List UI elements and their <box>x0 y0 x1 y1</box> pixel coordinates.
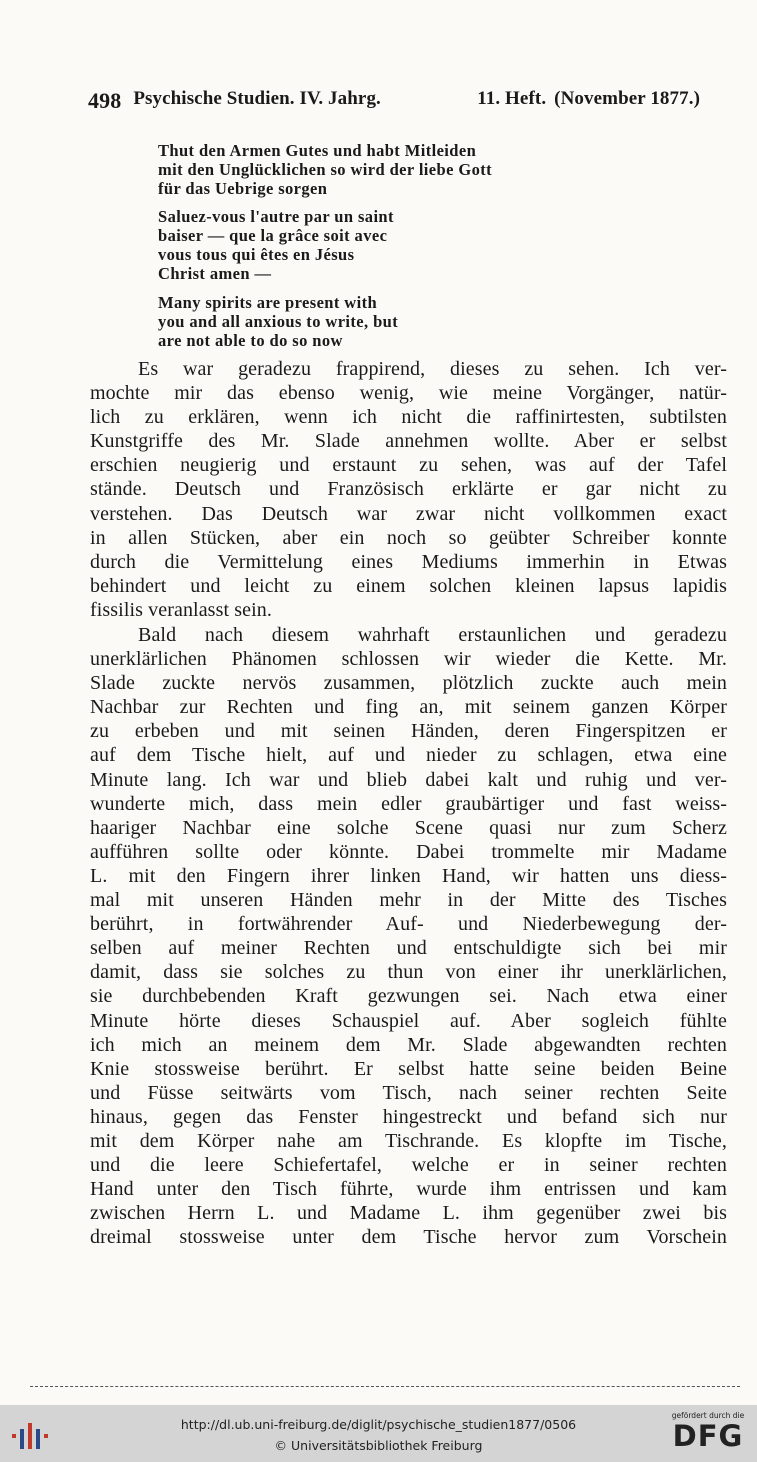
text-line: behindert und leicht zu einem solchen kleinen lapsus lapidis <box>90 574 727 597</box>
journal-date: (November 1877.) <box>554 88 700 109</box>
dfg-logo-text: DFG <box>672 1419 744 1453</box>
quote-block-english <box>158 293 598 350</box>
text-line: erschien neugierig und erstaunt zu sehen, was auf der Tafel <box>90 454 727 477</box>
dfg-logo <box>667 1411 749 1457</box>
text-line: mit dem Körper nahe am Tischrande. Es klopfte im Tische, <box>90 1129 727 1152</box>
text-line: fissilis veranlasst sein. <box>90 598 272 621</box>
text-line: Es war geradezu frappirend, dieses zu sehen. Ich ver- <box>138 358 727 380</box>
quote-line: für das Uebrige sorgen <box>158 179 328 198</box>
text-line: Hand unter den Tisch führte, wurde ihm entrissen und kam <box>90 1178 727 1201</box>
text-line: stände. Deutsch und Französisch erklärte er gar nicht zu <box>90 478 727 501</box>
text-line: haariger Nachbar eine solche Scene quasi nur zum Scherz <box>90 816 727 839</box>
text-line: aufführen sollte oder könnte. Dabei trommelte mir Madame <box>90 840 727 863</box>
text-line: Slade zuckte nervös zusammen, plötzlich zuckte auch mein <box>90 672 727 695</box>
quote-line: mit den Unglücklichen so wird der liebe Gott <box>158 160 493 179</box>
quote-line: Thut den Armen Gutes und habt Mitleiden <box>158 141 477 160</box>
text-line: lich zu erklären, wenn ich nicht die raffinirtesten, subtilsten <box>90 406 727 429</box>
quote-line: you and all anxious to write, but <box>158 312 399 331</box>
page-bottom-rule <box>30 1386 740 1387</box>
running-header <box>88 88 700 114</box>
dfg-funded-label: gefördert durch die <box>671 1411 745 1420</box>
paragraph-2 <box>90 623 727 1249</box>
quote-block-french <box>158 207 598 283</box>
journal-name: Psychische Studien. <box>133 88 295 109</box>
text-line: und die leere Schiefertafel, welche er in seiner rechten <box>90 1154 727 1177</box>
quote-line: Christ amen — <box>158 264 272 283</box>
text-line: ich mich an meinem dem Mr. Slade abgewandten rechten <box>90 1033 727 1056</box>
page-number: 498 <box>88 88 122 113</box>
text-line: Kunstgriffe des Mr. Slade annehmen wollte. Aber er selbst <box>90 430 727 453</box>
text-line: in allen Stücken, aber ein noch so geübter Schreiber konnte <box>90 526 727 549</box>
quote-line: Many spirits are present with <box>158 293 378 312</box>
quote-line: Saluez-vous l'autre par un saint <box>158 207 394 226</box>
quote-line: are not able to do so now <box>158 331 343 350</box>
text-line: sie durchbebenden Kraft gezwungen sei. Nach etwa einer <box>90 985 727 1008</box>
text-line: berührt, in fortwährender Auf- und Niederbewegung der- <box>90 913 727 936</box>
text-line: verstehen. Das Deutsch war zwar nicht vollkommen exact <box>90 502 727 525</box>
source-url-link[interactable]: http://dl.ub.uni-freiburg.de/diglit/psychische_studien1877/0506 <box>180 1417 577 1432</box>
text-line: zwischen Herrn L. und Madame L. ihm gegenüber zwei bis <box>90 1202 727 1225</box>
text-line: dreimal stossweise unter dem Tische hervor zum Vorschein <box>90 1226 727 1249</box>
text-line: Knie stossweise berührt. Er selbst hatte seine beiden Beine <box>90 1057 727 1080</box>
journal-title <box>133 88 477 114</box>
text-line: Minute hörte dieses Schauspiel auf. Aber sogleich fühlte <box>90 1009 727 1032</box>
text-line: und Füsse seitwärts vom Tisch, nach seiner rechten Seite <box>90 1081 727 1104</box>
journal-volume: IV. Jahrg. <box>299 88 381 109</box>
text-line: L. mit den Fingern ihrer linken Hand, wir hatten uns diess- <box>90 864 727 887</box>
paragraph-1 <box>90 357 727 622</box>
quote-line: vous tous qui êtes en Jésus <box>158 245 355 264</box>
text-line: selben auf meiner Rechten und entschuldigte sich bei mir <box>90 937 727 960</box>
text-line: auf dem Tische hielt, auf und nieder zu schlagen, etwa eine <box>90 744 727 767</box>
text-line: durch die Vermittelung eines Mediums immerhin in Etwas <box>90 550 727 573</box>
copyright-notice: © Universitätsbibliothek Freiburg <box>274 1438 483 1453</box>
text-line: damit, dass sie solches zu thun von einer ihr unerklärlichen, <box>90 961 727 984</box>
text-line: Bald nach diesem wahrhaft erstaunlichen und geradezu <box>138 624 727 646</box>
quote-line: baiser — que la grâce soit avec <box>158 226 388 245</box>
journal-issue: 11. Heft. <box>477 88 547 109</box>
text-line: Minute lang. Ich war und blieb dabei kalt und ruhig und ver- <box>90 768 727 791</box>
text-line: mochte mir das ebenso wenig, wie meine Vorgänger, natür- <box>90 382 727 405</box>
quote-block-german <box>158 141 598 198</box>
digitization-footer <box>0 1405 757 1462</box>
text-line: zu erbeben und mit seinen Händen, deren Fingerspitzen er <box>90 720 727 743</box>
text-line: hinaus, gegen das Fenster hingestreckt und befand sich nur <box>90 1105 727 1128</box>
text-line: wunderte mich, dass mein edler graubärtiger und fast weiss- <box>90 792 727 815</box>
text-line: unerklärlichen Phänomen schlossen wir wieder die Kette. Mr. <box>90 648 727 671</box>
text-line: Nachbar zur Rechten und fing an, mit seinem ganzen Körper <box>90 696 727 719</box>
text-line: mal mit unseren Händen mehr in der Mitte des Tisches <box>90 889 727 912</box>
